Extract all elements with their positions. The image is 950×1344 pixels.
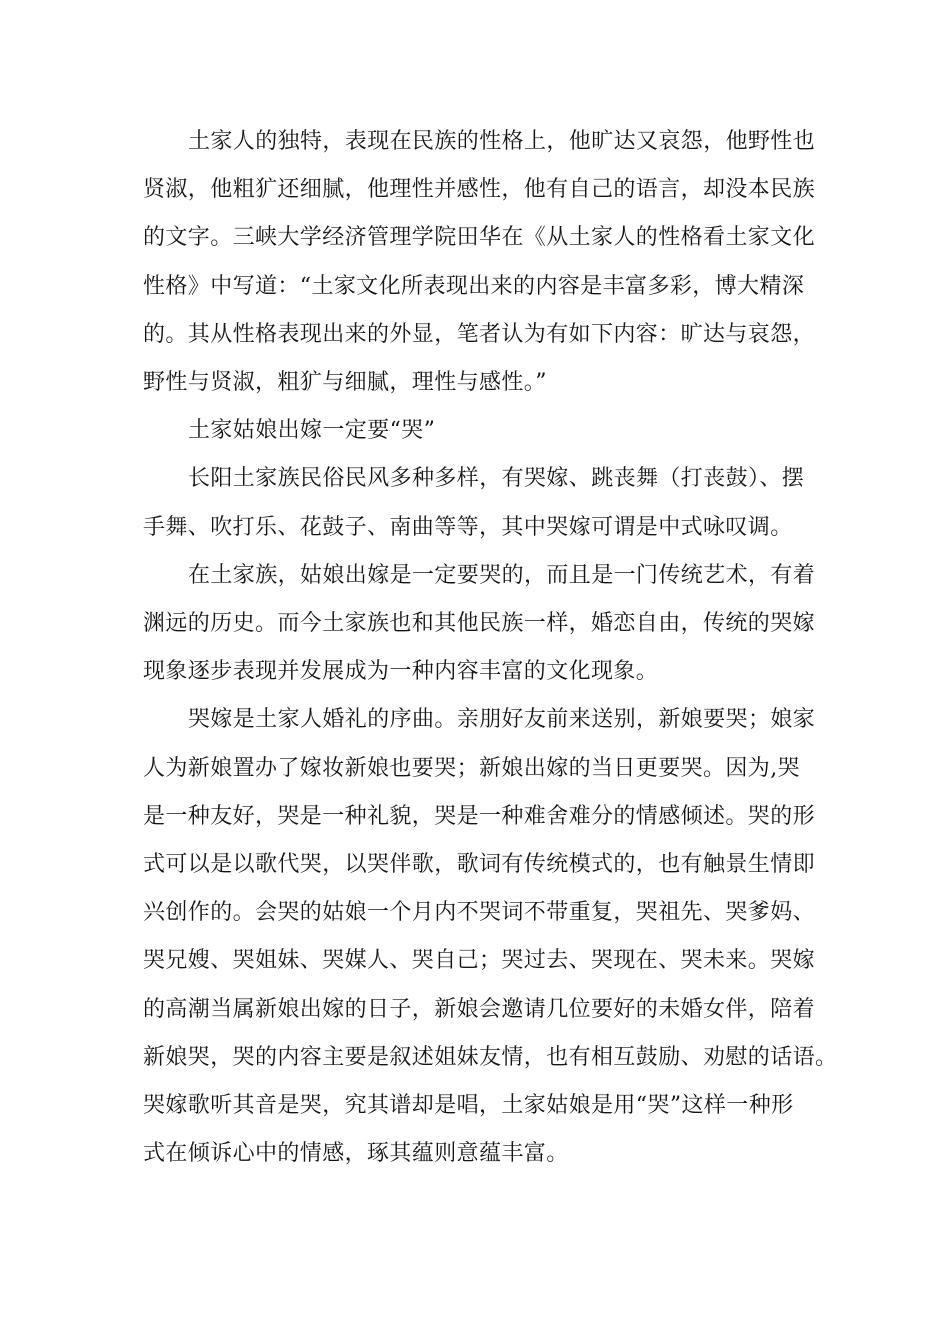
text-line: 式可以是以歌代哭，以哭伴歌，歌词有传统模式的，也有触景生情即 bbox=[143, 852, 816, 878]
text-line: 的高潮当属新娘出嫁的日子，新娘会邀请几位要好的未婚女伴，陪着 bbox=[143, 996, 816, 1022]
text-line: 长阳土家族民俗民风多种多样，有哭嫁、跳丧舞（打丧鼓）、摆 bbox=[188, 466, 805, 492]
text-line: 野性与贤淑，粗犷与细腻，理性与感性。” bbox=[143, 370, 547, 396]
text-line: 的。其从性格表现出来的外显，笔者认为有如下内容：旷达与哀怨， bbox=[143, 321, 816, 347]
text-line: 现象逐步表现并发展成为一种内容丰富的文化现象。 bbox=[143, 659, 659, 685]
paragraph-bridal-crying-tradition bbox=[143, 552, 833, 697]
text-line: 人为新娘置办了嫁妆新娘也要哭；新娘出嫁的当日更要哭。因为,哭 bbox=[143, 755, 800, 781]
text-line: 手舞、吹打乐、花鼓子、南曲等等，其中哭嫁可谓是中式咏叹调。 bbox=[143, 514, 793, 540]
document-body bbox=[143, 118, 838, 1178]
text-line: 式在倾诉心中的情感，琢其蕴则意蕴丰富。 bbox=[143, 1141, 569, 1167]
text-line: 在土家族，姑娘出嫁是一定要哭的，而且是一门传统艺术，有着 bbox=[188, 562, 816, 588]
text-line: 哭嫁歌听其音是哭，究其谱却是唱，土家姑娘是用“哭”这样一种形 bbox=[143, 1093, 794, 1119]
text-line: 哭嫁是土家人婚礼的序曲。亲朋好友前来送别，新娘要哭；娘家 bbox=[188, 707, 816, 733]
text-line: 贤淑，他粗犷还细腻，他理性并感性，他有自己的语言，却没本民族 bbox=[143, 177, 816, 203]
text-line: 哭兄嫂、哭姐妹、哭媒人、哭自己；哭过去、哭现在、哭未来。哭嫁 bbox=[143, 948, 816, 974]
text-line: 是一种友好，哭是一种礼貌，哭是一种难舍难分的情感倾述。哭的形 bbox=[143, 803, 816, 829]
paragraph-bridal-crying-prelude bbox=[143, 696, 838, 1178]
text-line: 新娘哭，哭的内容主要是叙述姐妹友情，也有相互鼓励、劝慰的话语。 bbox=[143, 1044, 838, 1070]
paragraph-tujia-character bbox=[143, 118, 833, 407]
text-line: 土家人的独特，表现在民族的性格上，他旷达又哀怨，他野性也 bbox=[188, 129, 816, 154]
text-line: 的文字。三峡大学经济管理学院田华在《从土家人的性格看土家文化 bbox=[143, 225, 816, 251]
paragraph-folk-customs bbox=[143, 455, 833, 551]
text-line: 兴创作的。会哭的姑娘一个月内不哭词不带重复，哭祖先、哭爹妈、 bbox=[143, 900, 816, 926]
text-line: 性格》中写道：“土家文化所表现出来的内容是丰富多彩，博大精深 bbox=[143, 273, 805, 299]
heading-text: 土家姑娘出嫁一定要“哭” bbox=[188, 418, 436, 444]
text-line: 渊远的历史。而今土家族也和其他民族一样，婚恋自由，传统的哭嫁 bbox=[143, 611, 816, 637]
section-heading bbox=[143, 407, 833, 455]
